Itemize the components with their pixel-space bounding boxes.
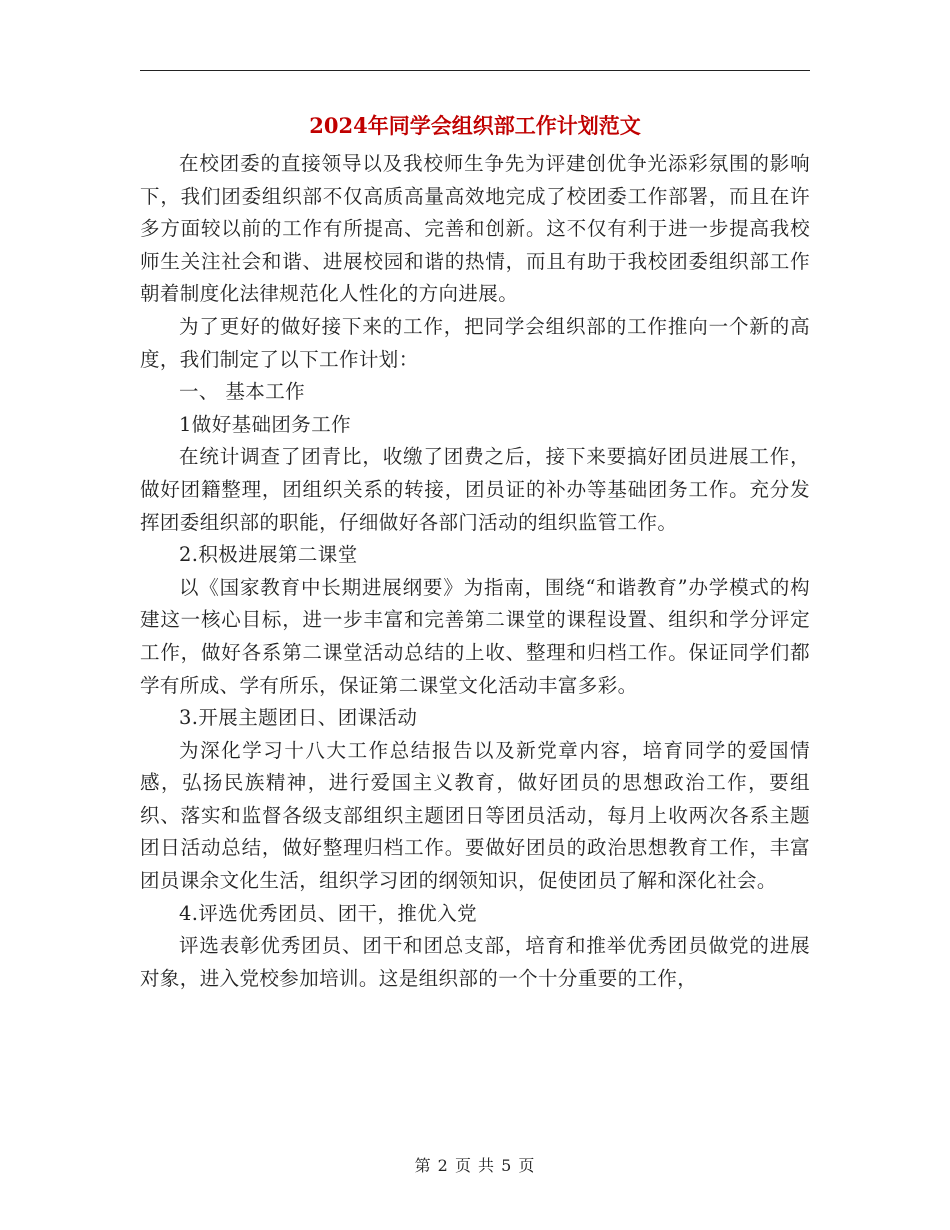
- paragraph-4: 评选表彰优秀团员、团干和团总支部，培育和推举优秀团员做党的进展对象，进入党校参加培训。这是组织部的一个十分重要的工作，: [140, 934, 810, 990]
- paragraph-plan-intro: 为了更好的做好接下来的工作，把同学会组织部的工作推向一个新的高度，我们制定了以下工作计划：: [140, 314, 810, 371]
- subheading-4: 4.评选优秀团员、团干，推优入党: [179, 901, 478, 925]
- header-rule: [140, 70, 810, 71]
- paragraph-1: 在统计调查了团青比，收缴了团费之后，接下来要搞好团员进展工作，做好团籍整理，团组织关系的转接，团员证的补办等基础团务工作。充分发挥团委组织部的职能，仔细做好各部门活动的组织监管工作。: [140, 445, 810, 534]
- paragraph-2: 以《国家教育中长期进展纲要》为指南，围绕“和谐教育”办学模式的构建这一核心目标，进一步丰富和完善第二课堂的课程设置、组织和学分评定工作，做好各系第二课堂活动总结的上收、整理和归档工作。保证同学们都学有所成、学有所乐，保证第二课堂文化活动丰富多彩。: [140, 575, 810, 697]
- document-title: 2024年同学会组织部工作计划范文: [309, 113, 641, 138]
- paragraph-intro: 在校团委的直接领导以及我校师生争先为评建创优争光添彩氛围的影响下，我们团委组织部不仅高质高量高效地完成了校团委工作部署，而且在许多方面较以前的工作有所提高、完善和创新。这不仅有利于进一步提高我校师生关注社会和谐、进展校园和谐的热情，而且有助于我校团委组织部工作朝着制度化法律规范化人性化的方向进展。: [140, 152, 810, 306]
- paragraph-3: 为深化学习十八大工作总结报告以及新党章内容，培育同学的爱国情感，弘扬民族精神，进行爱国主义教育，做好团员的思想政治工作，要组织、落实和监督各级支部组织主题团日等团员活动，每月上收两次各系主题团日活动总结，做好整理归档工作。要做好团员的政治思想教育工作，丰富团员课余文化生活，组织学习团的纲领知识，促使团员了解和深化社会。: [140, 738, 810, 893]
- subheading-1: 1做好基础团务工作: [179, 412, 352, 436]
- subheading-2: 2.积极进展第二课堂: [179, 543, 358, 567]
- page-number-footer: 第 2 页 共 5 页: [414, 1156, 536, 1175]
- subheading-3: 3.开展主题团日、团课活动: [179, 706, 418, 730]
- document-body: [140, 148, 810, 995]
- section-heading-basic-work: 一、 基本工作: [179, 380, 305, 404]
